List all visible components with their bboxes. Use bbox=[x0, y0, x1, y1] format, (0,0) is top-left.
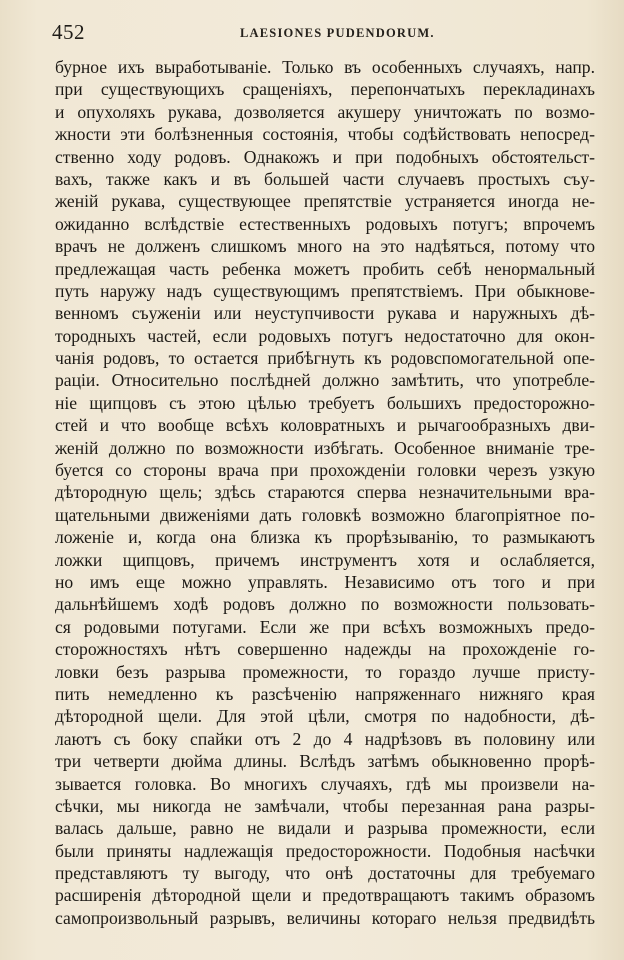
text-line: пить немедленно къ разсѣченію напряженнаго нижняго края bbox=[55, 683, 595, 704]
text-line: буется со стороны врача при прохожденіи головки черезъ узкую bbox=[55, 460, 595, 481]
text-line: дѣтородную щель; здѣсь стараются сперва незначительными вра- bbox=[55, 482, 595, 503]
text-line: врачъ не долженъ слишкомъ много на это надѣяться, потому что bbox=[55, 236, 595, 257]
text-line: были приняты надлежащія предосторожности. Подобныя насѣчки bbox=[55, 840, 595, 861]
text-line: чанія родовъ, то остается прибѣгнуть къ родовспомогательной опе- bbox=[55, 348, 595, 369]
text-line: предлежащая часть ребенка можетъ пробить себѣ ненормальный bbox=[55, 258, 595, 279]
text-line: три четверти дюйма длины. Вслѣдъ затѣмъ обыкновенно прорѣ- bbox=[55, 751, 595, 772]
text-line: щательными движеніями дать головкѣ возможно благопріятное по- bbox=[55, 504, 595, 525]
text-line: раціи. Относительно послѣдней должно замѣтить, что употребле- bbox=[55, 370, 595, 391]
text-line: женій должно по возможности избѣгать. Особенное вниманіе тре- bbox=[55, 437, 595, 458]
page-number: 452 bbox=[52, 20, 85, 44]
text-line: ловки безъ разрыва промежности, то гораздо лучше присту- bbox=[55, 661, 595, 682]
text-line: ніе щипцовъ съ этою цѣлью требуетъ большихъ предосторожно- bbox=[55, 392, 595, 413]
text-line: лаютъ съ боку спайки отъ 2 до 4 надрѣзовъ въ половину или bbox=[55, 728, 595, 749]
text-line: стей и что вообще всѣхъ коловратныхъ и рычагообразныхъ дви- bbox=[55, 415, 595, 436]
text-line: сѣчки, мы никогда не замѣчали, чтобы перезанная рана разры- bbox=[55, 795, 595, 816]
text-line: самопроизвольный разрывъ, величины котораго нельзя предвидѣть bbox=[55, 907, 595, 928]
text-line: при существующихъ сращеніяхъ, перепончатыхъ перекладинахъ bbox=[55, 79, 595, 100]
text-line: вахъ, также какъ и въ большей части случаевъ простыхъ съу- bbox=[55, 168, 595, 189]
text-line: валась дальше, равно не видали и разрыва промежности, если bbox=[55, 818, 595, 839]
text-line: зывается головка. Во многихъ случаяхъ, гдѣ мы произвели на- bbox=[55, 773, 595, 794]
running-head: LAESIONES PUDENDORUM. bbox=[240, 26, 435, 40]
text-line: ственно ходу родовъ. Однакожъ и при подобныхъ обстоятельст- bbox=[55, 146, 595, 167]
text-line: но имъ еще можно управлять. Независимо отъ того и при bbox=[55, 571, 595, 592]
text-line: расширенія дѣтородной щели и предотвращаютъ такимъ образомъ bbox=[55, 885, 595, 906]
text-line: дѣтородной щели. Для этой цѣли, смотря по надобности, дѣ- bbox=[55, 706, 595, 727]
text-line: ложеніе и, когда она близка къ прорѣзыванію, то размыкаютъ bbox=[55, 527, 595, 548]
page-header bbox=[52, 14, 600, 50]
text-line: ложки щипцовъ, причемъ инструментъ хотя и ослабляется, bbox=[55, 549, 595, 570]
text-line: ся родовыми потугами. Если же при всѣхъ возможныхъ предо- bbox=[55, 616, 595, 637]
text-line: тородныхъ частей, если родовыхъ потугъ недостаточно для окон- bbox=[55, 325, 595, 346]
text-line: путь наружу надъ существующимъ препятствіемъ. При обыкнове- bbox=[55, 280, 595, 301]
text-line: ожиданно вслѣдствіе естественныхъ родовыхъ потугъ; впрочемъ bbox=[55, 213, 595, 234]
text-line: и опухоляхъ рукава, дозволяется акушеру уничтожать по возмо- bbox=[55, 101, 595, 122]
text-line: венномъ съуженіи или неуступчивости рукава и наружныхъ дѣ- bbox=[55, 303, 595, 324]
text-line: сторожностяхъ нѣтъ совершенно надежды на прохожденіе го- bbox=[55, 639, 595, 660]
text-line: дальнѣйшемъ ходѣ родовъ должно по возможности пользовать- bbox=[55, 594, 595, 615]
text-line: жности эти болѣзненныя состоянія, чтобы содѣйствовать непосред- bbox=[55, 124, 595, 145]
text-line: представляютъ ту выгоду, что онѣ достаточны для требуемаго bbox=[55, 863, 595, 884]
text-line: бурное ихъ выработываніе. Только въ особенныхъ случаяхъ, напр. bbox=[55, 57, 595, 77]
text-line: женій рукава, существующее препятствіе устраняется иногда не- bbox=[55, 191, 595, 212]
body-text bbox=[55, 56, 595, 929]
